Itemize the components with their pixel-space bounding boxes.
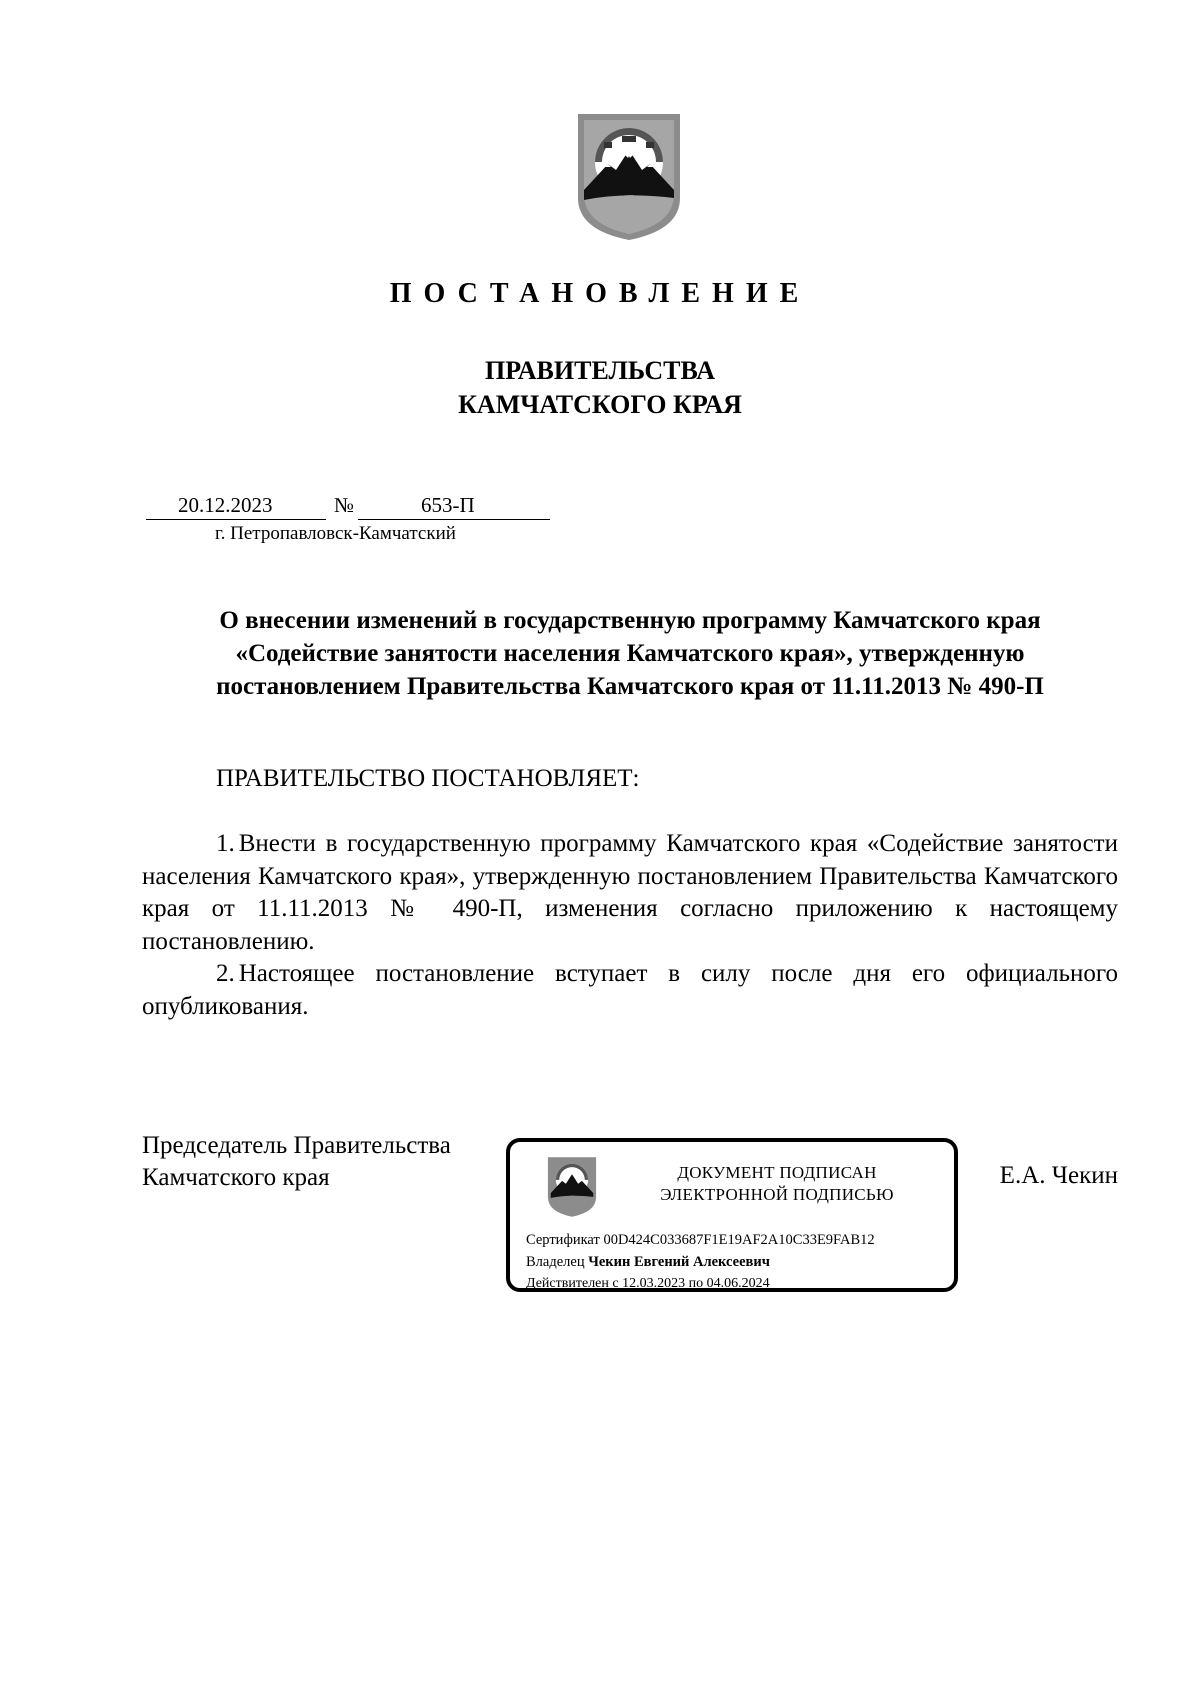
city: г. Петропавловск-Камчатский	[215, 523, 456, 544]
stamp-valid-label: Действителен с	[526, 1276, 619, 1291]
list-item: 2. Настоящее постановление вступает в силу после дня его официального опубликования.	[142, 960, 1118, 1020]
list-item: 1. Внести в государственную программу Камчатского края «Содействие занятости населения Камчатского края», утвержденную постановлением Правительства Камчатского края от 11.11.2013 № 490-П, изменения согласно приложению к настоящему постановлению.	[142, 830, 1118, 955]
decree-heading: ПРАВИТЕЛЬСТВО ПОСТАНОВЛЯЕТ:	[216, 765, 640, 792]
stamp-valid-to: 04.06.2024	[706, 1276, 770, 1291]
issuer	[0, 354, 1200, 422]
stamp-header	[612, 1162, 942, 1206]
document-date: 20.12.2023	[178, 493, 273, 517]
title-line-1: О внесении изменений в государственную программу Камчатского края	[219, 607, 1041, 634]
stamp-header-line-1: ДОКУМЕНТ ПОДПИСАН	[677, 1163, 877, 1182]
signer-position-line-1: Председатель Правительства	[142, 1132, 451, 1159]
stamp-header-line-2: ЭЛЕКТРОННОЙ ПОДПИСЬЮ	[660, 1185, 894, 1204]
stamp-valid-from: 12.03.2023	[622, 1276, 686, 1291]
electronic-signature-stamp	[506, 1138, 958, 1292]
coat-of-arms-icon	[574, 112, 684, 242]
stamp-certificate: Сертификат 00D424C033687F1E19AF2A10C33E9FAB12	[526, 1232, 875, 1248]
title-line-3: постановлением Правительства Камчатского края от 11.11.2013 № 490-П	[216, 673, 1044, 700]
number-sign: №	[334, 493, 355, 517]
document-type: ПОСТАНОВЛЕНИЕ	[389, 278, 811, 309]
title-line-2: «Содействие занятости населения Камчатского края», утвержденную	[235, 640, 1025, 667]
stamp-validity	[526, 1276, 770, 1292]
document-title	[140, 604, 1120, 703]
stamp-owner: Владелец Чекин Евгений Алексеевич	[526, 1254, 770, 1270]
date-number-line	[146, 493, 550, 523]
document-body	[142, 828, 1118, 1023]
number-underline	[358, 519, 550, 520]
signer-position-line-2: Камчатского края	[142, 1164, 330, 1191]
date-underline	[146, 519, 326, 520]
document-number: 653-П	[421, 493, 475, 517]
signer-name: Е.А. Чекин	[999, 1162, 1118, 1189]
issuer-line-1: ПРАВИТЕЛЬСТВА	[485, 356, 715, 385]
stamp-valid-to-label: по	[688, 1276, 704, 1291]
signer-position	[142, 1130, 451, 1194]
issuer-line-2: КАМЧАТСКОГО КРАЯ	[458, 390, 742, 419]
stamp-coat-of-arms-icon	[546, 1156, 598, 1218]
